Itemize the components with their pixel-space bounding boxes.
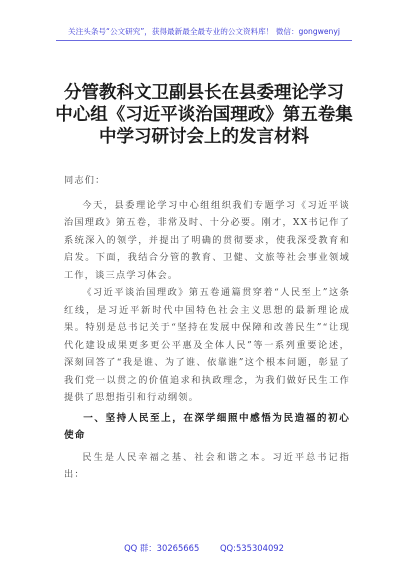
header-divider — [56, 40, 352, 41]
section-heading: 一、坚持人民至上，在深学细照中感悟为民造福的初心使命 — [64, 412, 350, 441]
body-paragraph: 《习近平谈治国理政》第五卷通篇贯穿着“人民至上”这条红线，是习近平新时代中国特色社会主义思想的最新理论成果。特别是总书记关于“坚持在发展中保障和改善民生”“让现代化建设成果更多更公平惠及全体人民”等一系列重要论述，深刻回答了“我是谁、为了谁、依靠谁”这个根本问题，彰显了我们党一以贯之的价值追求和执政理念，为我们做好民生工作提供了思想指引和行动纲领。 — [64, 287, 350, 403]
header-banner: 关注头条号“公文研究”，获得最新最全最专业的公文资料库！ 微信：gongwenyj — [68, 27, 340, 36]
footer-contacts — [0, 542, 408, 554]
qq-number: QQ:535304092 — [219, 543, 284, 553]
body-paragraph: 今天，县委理论学习中心组组织我们专题学习《习近平谈治国理政》第五卷，非常及时、十分必要。刚才，XX书记作了系统深入的领学，并提出了明确的贯彻要求，使我深受教育和启发。下面，我结合分管的教育、卫健、文旅等社会事业领域工作，谈三点学习体会。 — [64, 199, 350, 281]
title-line: 中心组《习近平谈治国理政》第五卷集 — [55, 105, 353, 125]
salutation: 同志们： — [64, 175, 106, 186]
document-title — [40, 82, 368, 148]
qq-group-number: QQ 群：30265665 — [124, 543, 200, 553]
title-line: 中学习研讨会上的发言材料 — [99, 127, 309, 147]
body-paragraph: 民生是人民幸福之基、社会和谐之本。习近平总书记指出： — [64, 451, 350, 480]
title-line: 分管教科文卫副县长在县委理论学习 — [64, 83, 344, 103]
document-body — [64, 172, 350, 484]
